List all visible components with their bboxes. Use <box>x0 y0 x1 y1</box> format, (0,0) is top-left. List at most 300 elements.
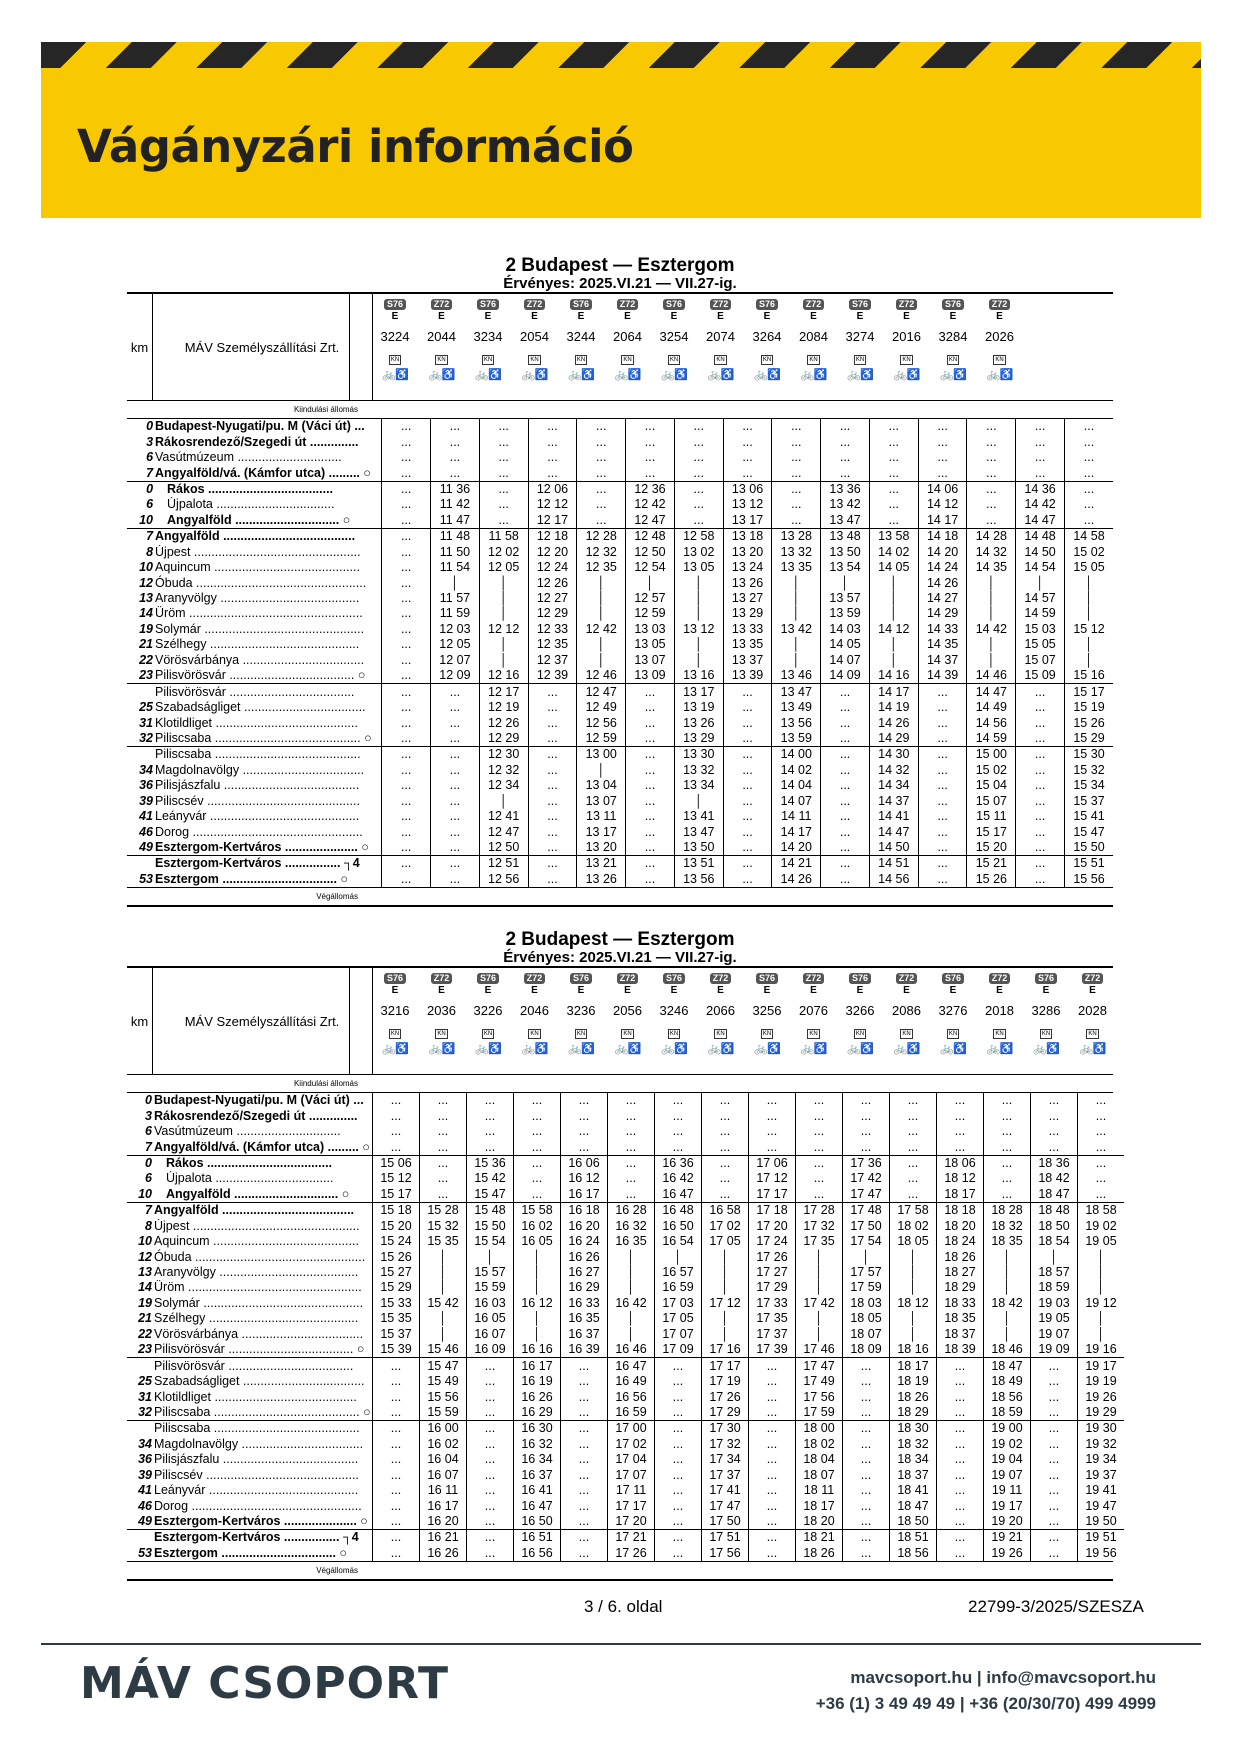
timetable-row <box>127 653 1113 668</box>
time-cell: 12 50 <box>626 545 675 560</box>
time-cell: │ <box>843 1249 890 1264</box>
time-cell: 15 07 <box>967 794 1016 809</box>
station-name: Esztergom ................................. ○ <box>155 872 382 887</box>
time-cell: 16 58 <box>702 1203 749 1219</box>
line-badge: S76 <box>570 299 592 310</box>
time-cell: ... <box>373 1108 420 1123</box>
time-cell: ... <box>382 465 431 481</box>
time-cell: ... <box>467 1124 514 1139</box>
time-cell: ... <box>608 1108 655 1123</box>
time-cell: 14 07 <box>821 653 870 668</box>
train-number: 2066 <box>706 1003 735 1018</box>
line-badge: Z72 <box>710 299 732 310</box>
time-cell: 14 32 <box>869 763 918 778</box>
timetable-row <box>127 1124 1124 1139</box>
time-cell: 15 06 <box>373 1155 420 1171</box>
time-cell: ... <box>1095 1108 1107 1123</box>
time-cell: ... <box>655 1139 702 1155</box>
time-cell: 12 34 <box>479 778 528 793</box>
time-cell: 15 33 <box>373 1296 420 1311</box>
time-cell: 12 46 <box>577 668 626 684</box>
time-cell: ... <box>702 1108 749 1123</box>
train-number: 2074 <box>706 329 735 344</box>
time-cell: ... <box>1016 809 1065 824</box>
time-cell: 17 32 <box>796 1219 843 1234</box>
timetable-row <box>127 856 1113 872</box>
time-cell: ... <box>655 1374 702 1389</box>
time-cell: ... <box>528 450 577 465</box>
time-cell: ... <box>382 872 431 887</box>
time-cell: ... <box>1016 872 1065 887</box>
time-cell: 15 47 <box>420 1358 467 1374</box>
timetable-row <box>127 1108 1124 1123</box>
time-cell: ... <box>918 715 967 730</box>
time-cell: 16 42 <box>655 1171 702 1186</box>
time-cell: 18 56 <box>890 1546 937 1561</box>
time-cell: ... <box>561 1514 608 1530</box>
time-cell: ... <box>821 763 870 778</box>
time-cell: │ <box>796 1311 843 1326</box>
time-cell: 16 02 <box>420 1437 467 1452</box>
time-cell: 14 47 <box>869 824 918 839</box>
time-cell: 17 07 <box>655 1327 702 1342</box>
time-cell: 14 35 <box>918 637 967 652</box>
kn-icon: KN <box>530 1031 539 1037</box>
km-cell: 7 <box>145 1139 152 1154</box>
time-cell: 16 33 <box>561 1296 608 1311</box>
time-cell: ... <box>431 824 480 839</box>
time-cell: 14 20 <box>918 545 967 560</box>
time-cell: 16 04 <box>420 1452 467 1467</box>
train-number: 3256 <box>752 1003 782 1018</box>
bike-wheelchair-icon: 🚲♿ <box>521 1043 548 1055</box>
time-cell: ... <box>937 1124 984 1139</box>
km-cell: 25 <box>138 1374 152 1389</box>
train-column-header <box>698 294 744 381</box>
time-cell: ... <box>918 684 967 700</box>
hazard-stripes <box>41 42 1201 68</box>
time-cell: 12 17 <box>528 513 577 529</box>
time-cell: 16 11 <box>420 1483 467 1498</box>
time-cell: ... <box>528 778 577 793</box>
time-cell: 17 17 <box>749 1187 796 1203</box>
time-cell: 17 42 <box>796 1296 843 1311</box>
time-cell: 13 21 <box>577 856 626 872</box>
time-cell: 18 33 <box>937 1296 984 1311</box>
km-cell: 32 <box>138 1404 152 1419</box>
time-cell: 13 26 <box>723 575 772 590</box>
train-number: 2084 <box>799 329 828 344</box>
train-column-header <box>419 294 465 381</box>
time-cell: 16 18 <box>561 1203 608 1219</box>
time-cell: ... <box>655 1405 702 1421</box>
time-cell: ... <box>749 1124 796 1139</box>
time-cell: 18 41 <box>890 1483 937 1498</box>
time-cell: 12 03 <box>431 622 480 637</box>
time-cell: 14 09 <box>821 668 870 684</box>
time-cell: 17 30 <box>702 1421 749 1437</box>
time-cell: 14 30 <box>869 747 918 763</box>
time-cell: ... <box>1016 450 1065 465</box>
timetable-row <box>127 684 1113 700</box>
train-number: 2046 <box>520 1003 549 1018</box>
time-cell: 13 50 <box>821 545 870 560</box>
time-cell: ... <box>561 1452 608 1467</box>
station-name: Klotildliget ......................................... <box>155 715 382 730</box>
time-cell: 12 20 <box>528 545 577 560</box>
station-name: Angyalföld/vá. (Kámfor utca) ......... ○ <box>154 1139 373 1155</box>
time-cell: 12 50 <box>479 840 528 856</box>
timetable-row <box>127 1234 1124 1249</box>
time-cell: ... <box>373 1405 420 1421</box>
time-cell: 14 57 <box>1016 591 1065 606</box>
time-cell: 18 20 <box>796 1514 843 1530</box>
time-cell: ... <box>373 1530 420 1546</box>
time-cell: 14 28 <box>967 529 1016 545</box>
kn-icon: KN <box>809 357 818 363</box>
time-cell: │ <box>984 1249 1031 1264</box>
time-cell: 14 26 <box>869 715 918 730</box>
timetable-row <box>127 1498 1124 1513</box>
time-cell: ... <box>984 1139 1031 1155</box>
time-cell: 15 36 <box>467 1155 514 1171</box>
time-cell: ... <box>626 434 675 449</box>
time-cell: │ <box>1085 652 1093 667</box>
time-cell: ... <box>723 794 772 809</box>
time-cell: 18 12 <box>937 1171 984 1186</box>
km-cell <box>127 747 155 763</box>
time-cell: 14 54 <box>1016 560 1065 575</box>
timetable-row <box>127 1468 1124 1483</box>
train-number: 3226 <box>473 1003 503 1018</box>
time-cell: ... <box>937 1514 984 1530</box>
time-cell: ... <box>796 1124 843 1139</box>
time-cell: 12 58 <box>674 529 723 545</box>
time-cell: 17 49 <box>796 1374 843 1389</box>
timetable-row <box>127 872 1113 887</box>
time-cell: 14 56 <box>869 872 918 887</box>
line-badge: Z72 <box>896 299 918 310</box>
km-cell: 6 <box>145 1124 152 1139</box>
time-cell: ... <box>937 1108 984 1123</box>
time-cell: 12 05 <box>479 560 528 575</box>
time-cell: │ <box>796 1265 843 1280</box>
time-cell: ... <box>1016 778 1065 793</box>
time-cell: ... <box>373 1093 420 1108</box>
time-cell: 15 16 <box>1073 668 1105 683</box>
time-cell: 18 21 <box>796 1530 843 1546</box>
train-class: E <box>810 985 817 996</box>
time-cell: ... <box>655 1514 702 1530</box>
timetable-row <box>127 1171 1124 1186</box>
time-cell: │ <box>869 606 918 621</box>
time-cell: 17 51 <box>702 1530 749 1546</box>
time-cell: ... <box>869 434 918 449</box>
time-cell: ... <box>467 1483 514 1498</box>
time-cell: 12 47 <box>626 513 675 529</box>
timetable-grid <box>127 1093 1124 1561</box>
timetable-row <box>127 824 1113 839</box>
kn-icon: KN <box>483 1031 493 1037</box>
timetable-title: 2 Budapest — Esztergom <box>505 255 735 276</box>
time-cell: ... <box>382 668 431 684</box>
time-cell: ... <box>431 684 480 700</box>
time-cell: ... <box>626 763 675 778</box>
time-cell: 15 28 <box>420 1203 467 1219</box>
time-cell: 13 24 <box>723 560 772 575</box>
time-cell: ... <box>843 1374 890 1389</box>
time-cell: │ <box>967 575 1016 590</box>
station-name: Magdolnavölgy ................................... <box>155 763 382 778</box>
time-cell: ... <box>655 1389 702 1404</box>
time-cell: ... <box>984 1171 1031 1186</box>
time-cell: │ <box>1097 1311 1105 1326</box>
line-badge: Z72 <box>803 299 825 310</box>
train-column-header <box>1023 968 1069 1055</box>
time-cell: ... <box>561 1139 608 1155</box>
time-cell: 18 57 <box>1031 1265 1078 1280</box>
time-cell: │ <box>869 591 918 606</box>
time-cell: │ <box>608 1265 655 1280</box>
time-cell: 14 42 <box>967 622 1016 637</box>
time-cell: 17 12 <box>702 1296 749 1311</box>
time-cell: ... <box>890 1108 937 1123</box>
time-cell: 16 17 <box>420 1498 467 1513</box>
time-cell: ... <box>702 1139 749 1155</box>
time-cell: 16 35 <box>608 1234 655 1249</box>
time-cell: 17 35 <box>796 1234 843 1249</box>
time-cell: ... <box>655 1530 702 1546</box>
train-number: 3244 <box>566 329 596 344</box>
time-cell: ... <box>431 872 480 887</box>
time-cell: ... <box>821 465 870 481</box>
time-cell: 18 32 <box>984 1219 1031 1234</box>
time-cell: ... <box>608 1171 655 1186</box>
train-column-header <box>791 294 837 381</box>
time-cell: ... <box>890 1187 937 1203</box>
time-cell: 16 12 <box>561 1171 608 1186</box>
km-cell: 23 <box>139 668 154 683</box>
time-cell: │ <box>608 1249 655 1264</box>
time-cell: 14 34 <box>869 778 918 793</box>
line-badge: S76 <box>570 973 592 984</box>
time-cell: │ <box>514 1311 561 1326</box>
time-cell: 18 50 <box>890 1514 937 1530</box>
time-cell: 17 46 <box>796 1342 843 1358</box>
time-cell: ... <box>382 419 431 434</box>
time-cell: ... <box>843 1437 890 1452</box>
time-cell: ... <box>1016 731 1065 747</box>
line-badge: Z72 <box>1082 973 1104 984</box>
train-column-header <box>558 968 604 1055</box>
km-cell: 12 <box>139 575 154 590</box>
time-cell: ... <box>373 1124 420 1139</box>
time-cell: 16 30 <box>514 1421 561 1437</box>
kn-icon: KN <box>762 1031 772 1037</box>
timetable-1 <box>127 256 1113 907</box>
time-cell: 16 07 <box>420 1468 467 1483</box>
time-cell: ... <box>431 794 480 809</box>
time-cell: ... <box>431 856 480 872</box>
line-badge: Z72 <box>803 973 825 984</box>
train-number: 3254 <box>659 329 689 344</box>
time-cell: ... <box>918 794 967 809</box>
time-cell: ... <box>749 1108 796 1123</box>
train-number: 2016 <box>892 329 921 344</box>
train-class: E <box>717 985 724 996</box>
time-cell: 12 02 <box>479 545 528 560</box>
bike-wheelchair-icon: 🚲♿ <box>707 369 734 381</box>
time-cell: ... <box>890 1139 937 1155</box>
time-cell: 14 35 <box>967 560 1016 575</box>
line-badge: S76 <box>477 973 499 984</box>
time-cell: 17 29 <box>702 1405 749 1421</box>
time-cell: ... <box>984 1124 1031 1139</box>
time-cell: 13 19 <box>674 700 723 715</box>
time-cell: 14 50 <box>1016 545 1065 560</box>
time-cell: 18 11 <box>796 1483 843 1498</box>
timetable-row <box>127 1483 1124 1498</box>
time-cell: ... <box>479 481 528 497</box>
station-name: Üröm .................................................. <box>154 1280 373 1295</box>
time-cell: 15 41 <box>1073 809 1105 824</box>
time-cell: 19 16 <box>1085 1342 1117 1357</box>
time-cell: 13 09 <box>626 668 675 684</box>
time-cell: 13 47 <box>821 513 870 529</box>
time-cell: ... <box>918 465 967 481</box>
time-cell: 15 54 <box>467 1234 514 1249</box>
timetable-row <box>127 731 1113 747</box>
time-cell: │ <box>514 1249 561 1264</box>
km-cell: 10 <box>138 1234 152 1249</box>
timetable-row <box>127 419 1113 434</box>
time-cell: │ <box>674 653 723 668</box>
time-cell: ... <box>420 1171 467 1186</box>
time-cell: 18 07 <box>843 1327 890 1342</box>
time-cell: 18 26 <box>890 1389 937 1404</box>
time-cell: 17 27 <box>749 1265 796 1280</box>
time-cell: ... <box>431 778 480 793</box>
train-column-header <box>512 968 558 1055</box>
operator-name: MÁV Személyszállítási Zrt. <box>184 1014 340 1029</box>
time-cell: │ <box>821 575 870 590</box>
time-cell: 16 17 <box>514 1358 561 1374</box>
time-cell: ... <box>749 1514 796 1530</box>
time-cell: 14 03 <box>821 622 870 637</box>
time-cell: ... <box>918 450 967 465</box>
km-cell: 7 <box>146 465 154 480</box>
time-cell: 17 24 <box>749 1234 796 1249</box>
train-number: 3224 <box>380 329 410 344</box>
station-name: Esztergom-Kertváros ................ ┐4 <box>154 1530 373 1546</box>
km-cell: 34 <box>139 762 154 777</box>
timetable-row <box>127 575 1113 590</box>
time-cell: ... <box>937 1405 984 1421</box>
line-badge: Z72 <box>617 973 639 984</box>
time-cell: 15 07 <box>1016 653 1065 668</box>
bike-wheelchair-icon: 🚲♿ <box>475 369 501 381</box>
time-cell: 15 05 <box>1016 637 1065 652</box>
time-cell: ... <box>626 419 675 434</box>
km-cell: 3 <box>146 434 154 449</box>
time-cell: ... <box>967 465 1016 481</box>
time-cell: 18 09 <box>843 1342 890 1358</box>
time-cell: 12 59 <box>577 731 626 747</box>
time-cell: ... <box>373 1139 420 1155</box>
time-cell: 13 17 <box>674 684 723 700</box>
time-cell: 17 12 <box>749 1171 796 1186</box>
time-cell: ... <box>821 824 870 839</box>
train-class: E <box>903 311 910 322</box>
time-cell: 13 41 <box>674 809 723 824</box>
time-cell: 14 18 <box>918 529 967 545</box>
time-cell: 18 20 <box>937 1219 984 1234</box>
time-cell: │ <box>796 1280 843 1295</box>
time-cell: ... <box>890 1171 937 1186</box>
time-cell: ... <box>528 856 577 872</box>
time-cell: 17 17 <box>702 1358 749 1374</box>
time-cell: 18 30 <box>890 1421 937 1437</box>
train-class: E <box>391 985 399 996</box>
time-cell: 14 46 <box>967 668 1016 684</box>
km-cell: 7 <box>127 1203 154 1219</box>
time-cell: 12 16 <box>479 668 528 684</box>
time-cell: ... <box>749 1468 796 1483</box>
time-cell: ... <box>1083 512 1095 527</box>
time-cell: ... <box>723 778 772 793</box>
time-cell: ... <box>843 1093 890 1108</box>
time-cell: ... <box>821 434 870 449</box>
time-cell: ... <box>749 1483 796 1498</box>
time-cell: 16 27 <box>561 1265 608 1280</box>
time-cell: 15 50 <box>1073 840 1105 855</box>
time-cell: 13 26 <box>674 715 723 730</box>
time-cell: │ <box>1085 606 1093 621</box>
time-cell: 12 47 <box>479 824 528 839</box>
time-cell: ... <box>467 1389 514 1404</box>
time-cell: 12 41 <box>479 809 528 824</box>
train-class: E <box>531 311 538 322</box>
km-cell: 0 <box>146 419 154 434</box>
time-cell: ... <box>869 450 918 465</box>
time-cell: 15 17 <box>373 1187 420 1203</box>
time-cell: 17 19 <box>702 1374 749 1389</box>
line-badge: S76 <box>942 299 964 310</box>
train-number: 3284 <box>938 329 968 344</box>
time-cell: 18 47 <box>890 1498 937 1513</box>
time-cell: 17 56 <box>796 1389 843 1404</box>
timetable-row <box>127 763 1113 778</box>
time-cell: 13 07 <box>626 653 675 668</box>
line-badge: S76 <box>477 299 499 310</box>
line-badge: S76 <box>756 299 778 310</box>
time-cell: ... <box>528 731 577 747</box>
time-cell: ... <box>723 419 772 434</box>
time-cell: 13 05 <box>626 637 675 652</box>
time-cell: ... <box>1016 715 1065 730</box>
time-cell: ... <box>674 497 723 512</box>
km-cell <box>127 1530 154 1546</box>
time-cell: ... <box>702 1155 749 1171</box>
time-cell: 13 18 <box>723 529 772 545</box>
kn-icon: KN <box>1088 1031 1097 1037</box>
time-cell: 19 51 <box>1078 1530 1125 1546</box>
kn-icon: KN <box>437 357 446 363</box>
station-name: Aranyvölgy ........................................ <box>155 591 382 606</box>
km-cell: 6 <box>146 450 154 465</box>
time-cell: ... <box>749 1498 796 1513</box>
time-cell: 15 59 <box>467 1280 514 1295</box>
